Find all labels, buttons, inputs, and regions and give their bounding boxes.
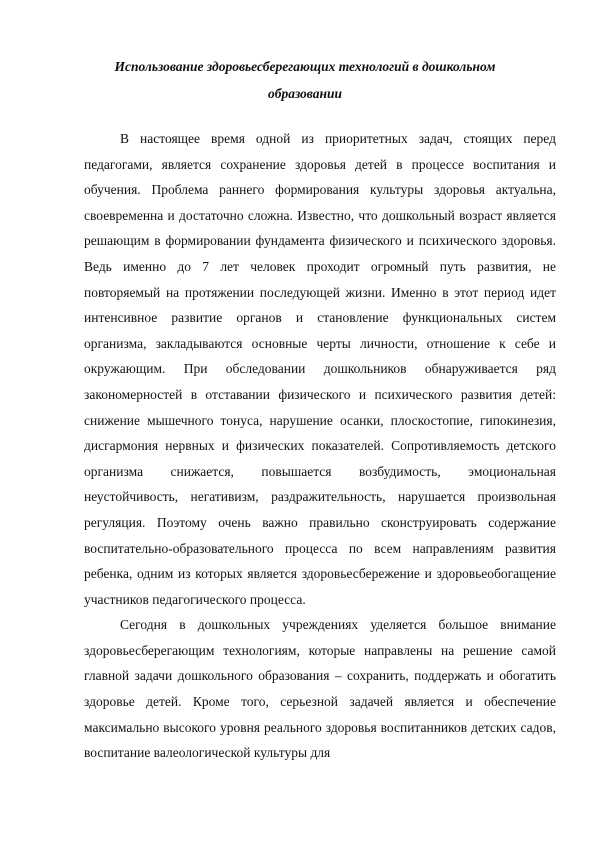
document-title	[60, 53, 550, 107]
paragraph-2: Сегодня в дошкольных учреждениях уделяется большое внимание здоровьесберегающим технологиям, которые направлены на решение самой главной задачи дошкольного образования – сохранить, поддержать и обогатить здоровье детей. Кроме того, серьезной задачей является и обеспечение максимально высокого уровня реального здоровья воспитанников детских садов, воспитание валеологической культуры для	[84, 617, 556, 761]
document-body	[84, 126, 556, 766]
title-line-1: Использование здоровьесберегающих технологий в дошкольном	[114, 59, 496, 74]
title-line-2: образовании	[267, 86, 343, 101]
paragraph-1: В настоящее время одной из приоритетных задач, стоящих перед педагогами, является сохранение здоровья детей в процессе воспитания и обучения. Проблема раннего формирования культуры здоровья актуальна, своевременна и достаточно сложна. Известно, что дошкольный возраст является решающим в формировании фундамента физического и психического здоровья. Ведь именно до 7 лет человек проходит огромный путь развития, не повторяемый на протяжении последующей жизни. Именно в этот период идет интенсивное развитие органов и становление функциональных систем организма, закладываются основные черты личности, отношение к себе и окружающим. При обследовании дошкольников обнаруживается ряд закономерностей в отставании физического и психического развития детей: снижение мышечного тонуса, нарушение осанки, плоскостопие, гипокинезия, дисгармония нервных и физических показателей. Сопротивляемость детского организма снижается, повышается возбудимость, эмоциональная неустойчивость, негативизм, раздражительность, нарушается произвольная регуляция. Поэтому очень важно правильно сконструировать содержание воспитательно-образовательного процесса по всем направлениям развития ребенка, одним из которых является здоровьесбережение и здоровьеобогащение участников педагогического процесса.	[84, 131, 556, 607]
